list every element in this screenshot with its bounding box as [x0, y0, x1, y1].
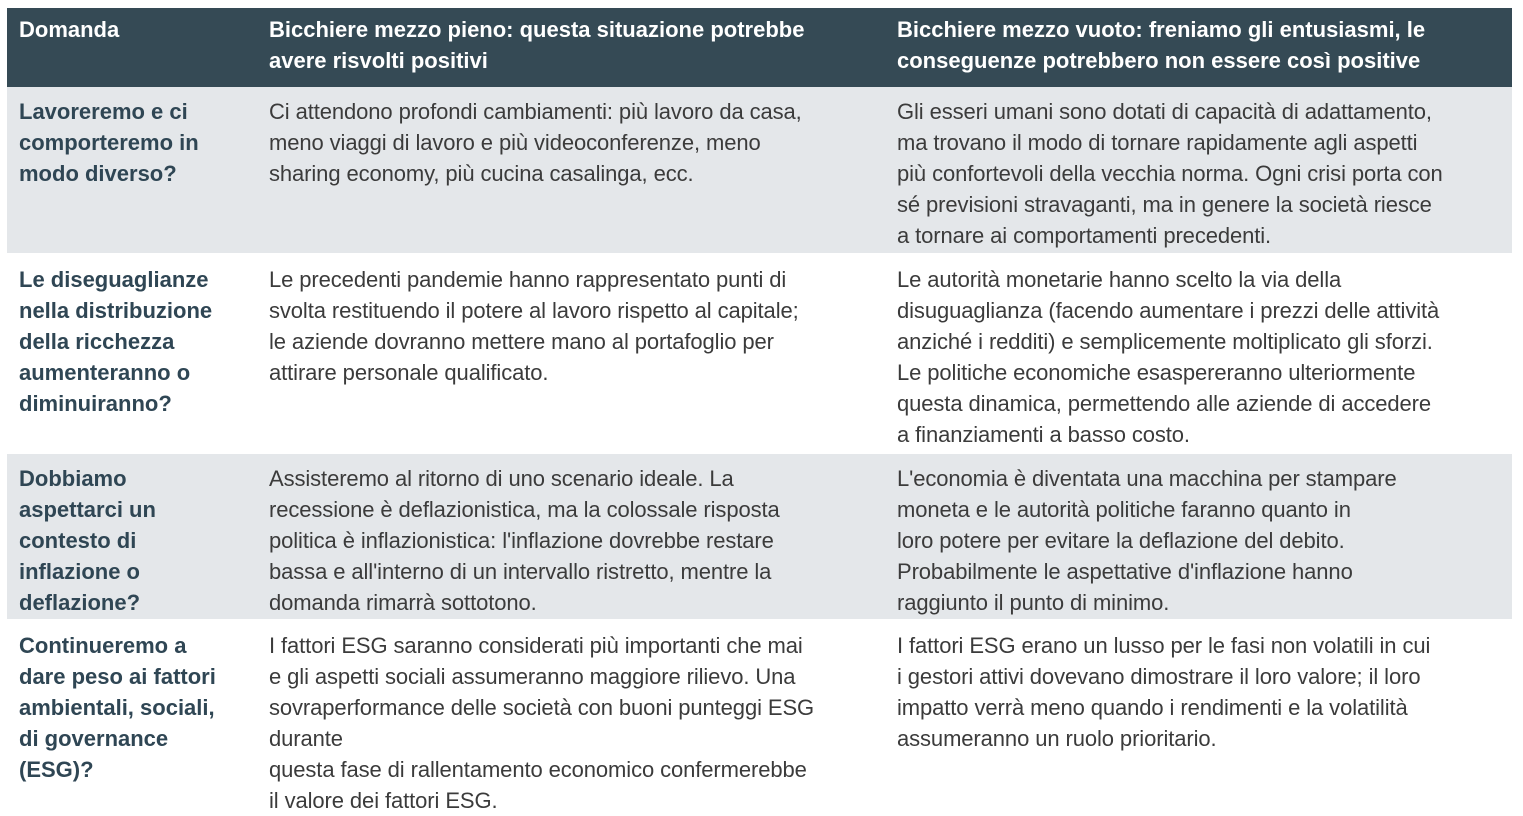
header-domanda: Domanda — [19, 17, 120, 42]
question-cell: Dobbiamo aspettarci un contesto di inflazione o deflazione? — [19, 466, 156, 615]
half-full-cell: Le precedenti pandemie hanno rappresentato punti di svolta restituendo il potere al lavoro rispetto al capitale; le aziende dovranno mettere mano al portafoglio per attirare personale qualificato. — [269, 267, 799, 385]
question-cell: Continueremo a dare peso ai fattori ambientali, sociali, di governance (ESG)? — [19, 633, 216, 782]
half-full-cell: Ci attendono profondi cambiamenti: più lavoro da casa, meno viaggi di lavoro e più videoconferenze, meno sharing economy, più cucina casalinga, ecc. — [269, 99, 802, 186]
table-header-row — [7, 8, 1512, 87]
half-full-cell: Assisteremo al ritorno di uno scenario ideale. La recessione è deflazionistica, ma la colossale risposta politica è inflazionistica: l'inflazione dovrebbe restare bassa e all'interno di un intervallo ristretto, mentre la domanda rimarrà sottotono. — [269, 466, 780, 615]
table-row — [7, 454, 1512, 619]
header-mezzo-pieno: Bicchiere mezzo pieno: questa situazione potrebbe avere risvolti positivi — [269, 17, 805, 73]
question-cell: Lavoreremo e ci comporteremo in modo diverso? — [19, 99, 199, 186]
comparison-table — [7, 8, 1512, 811]
half-empty-cell: Gli esseri umani sono dotati di capacità di adattamento, ma trovano il modo di tornare rapidamente agli aspetti più confortevoli della vecchia norma. Ogni crisi porta con sé previsioni stravaganti, ma in genere la società riesce a tornare ai comportamenti precedenti. — [897, 99, 1443, 248]
table-row — [7, 255, 1512, 452]
table-row — [7, 621, 1512, 811]
table-row — [7, 87, 1512, 253]
question-cell: Le diseguaglianze nella distribuzione della ricchezza aumenteranno o diminuiranno? — [19, 267, 213, 416]
half-empty-cell: L'economia è diventata una macchina per stampare moneta e le autorità politiche faranno quanto in loro potere per evitare la deflazione del debito. Probabilmente le aspettative d'inflazione hanno raggiunto il punto di minimo. — [897, 466, 1397, 615]
half-empty-cell: I fattori ESG erano un lusso per le fasi non volatili in cui i gestori attivi dovevano dimostrare il loro valore; il loro impatto verrà meno quando i rendimenti e la volatilità assumeranno un ruolo prioritario. — [897, 633, 1431, 751]
half-full-cell: I fattori ESG saranno considerati più importanti che mai e gli aspetti sociali assumeranno maggiore rilievo. Una sovraperformance delle società con buoni punteggi ESG durante questa fase di rallentamento economico confermerebbe il valore dei fattori ESG. — [269, 633, 815, 813]
half-empty-cell: Le autorità monetarie hanno scelto la via della disuguaglianza (facendo aumentare i prezzi delle attività anziché i redditi) e semplicemente moltiplicato gli sforzi. Le politiche economiche esaspereranno ulteriormente questa dinamica, permettendo alle aziende di accedere a finanziamenti a basso costo. — [897, 267, 1440, 447]
header-mezzo-vuoto: Bicchiere mezzo vuoto: freniamo gli entusiasmi, le conseguenze potrebbero non essere così positive — [897, 17, 1426, 73]
